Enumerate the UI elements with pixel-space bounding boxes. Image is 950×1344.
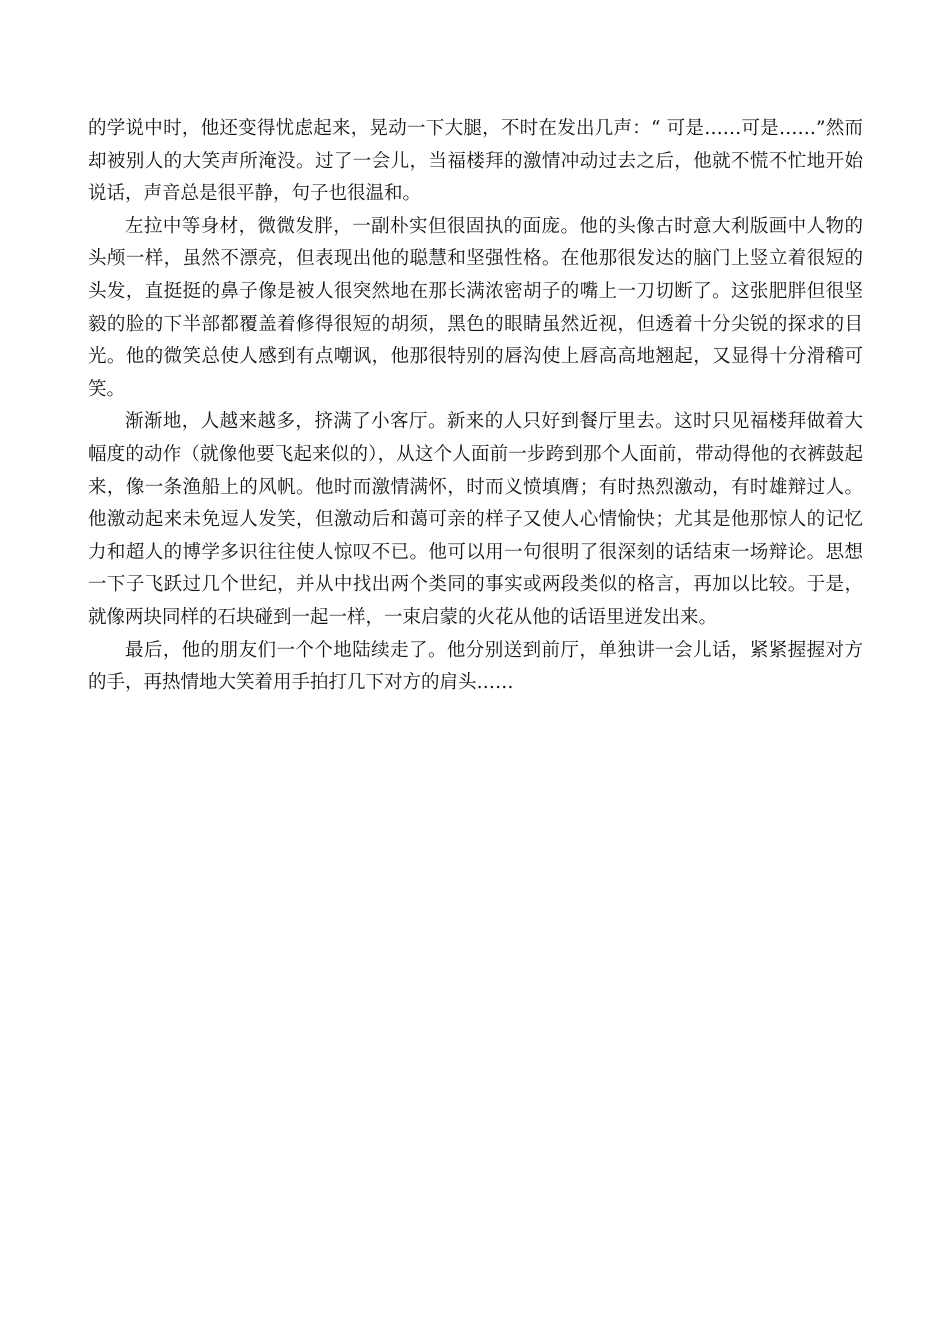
body-text xyxy=(88,113,863,700)
paragraph-4: 最后，他的朋友们一个个地陆续走了。他分别送到前厅，单独讲一会儿话，紧紧握握对方的手，再热情地大笑着用手拍打几下对方的肩头…… xyxy=(88,639,863,694)
paragraph-2: 左拉中等身材，微微发胖，一副朴实但很固执的面庞。他的头像古时意大利版画中人物的头颅一样，虽然不漂亮，但表现出他的聪慧和坚强性格。在他那很发达的脑门上竖立着很短的头发，直挺挺的鼻子像是被人很突然地在那长满浓密胡子的嘴上一刀切断了。这张肥胖但很坚毅的脸的下半部都覆盖着修得很短的胡须，黑色的眼睛虽然近视，但透着十分尖锐的探求的目光。他的微笑总使人感到有点嘲讽，他那很特别的唇沟使上唇高高地翘起，又显得十分滑稽可笑。 xyxy=(88,215,863,400)
paragraph-1: 的学说中时，他还变得忧虑起来，晃动一下大腿，不时在发出几声：“ 可是……可是……”然而却被别人的大笑声所淹没。过了一会儿，当福楼拜的激情冲动过去之后，他就不慌不忙地开始说话，声音总是很平静，句子也很温和。 xyxy=(88,118,863,205)
paragraph-3: 渐渐地，人越来越多，挤满了小客厅。新来的人只好到餐厅里去。这时只见福楼拜做着大幅度的动作（就像他要飞起来似的），从这个人面前一步跨到那个人面前，带动得他的衣裤鼓起来，像一条渔船上的风帆。他时而激情满怀，时而义愤填膺；有时热烈激动，有时雄辩过人。他激动起来未免逗人发笑，但激动后和蔼可亲的样子又使人心情愉快；尤其是他那惊人的记忆力和超人的博学多识往往使人惊叹不已。他可以用一句很明了很深刻的话结束一场辩论。思想一下子飞跃过几个世纪，并从中找出两个类同的事实或两段类似的格言，再加以比较。于是，就像两块同样的石块碰到一起一样，一束启蒙的火花从他的话语里迸发出来。 xyxy=(88,411,863,628)
